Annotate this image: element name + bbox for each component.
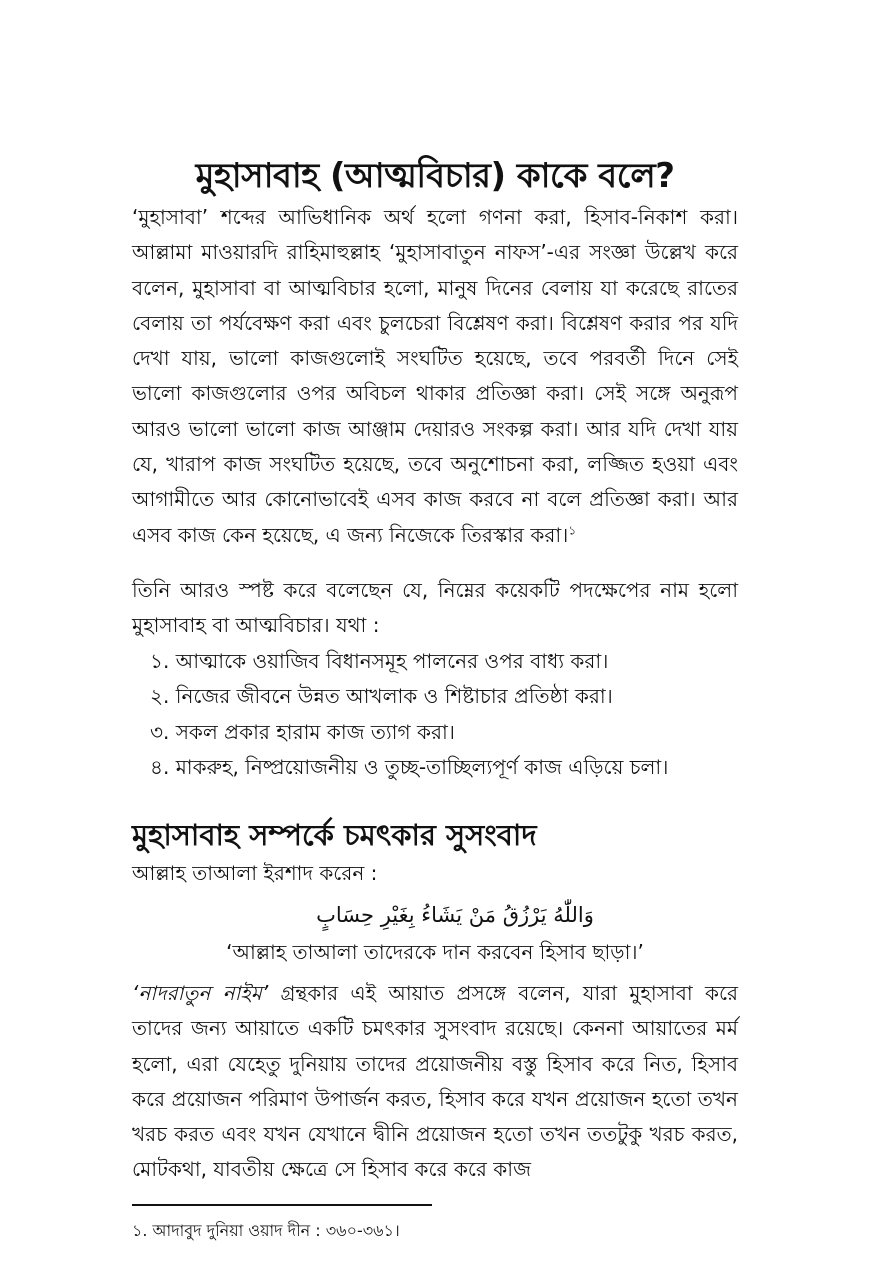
- steps-list: [150, 644, 668, 785]
- verse-translation: ‘আল্লাহ তাআলা তাদেরকে দান করবেন হিসাব ছাড়া।’: [226, 940, 644, 964]
- section-heading: মুহাসাবাহ সম্পর্কে চমৎকার সুসংবাদ: [132, 818, 537, 852]
- arabic-verse: وَاللّٰهُ يَرْزُقُ مَنْ يَشَاءُ بِغَيْرِ حِسَابٍ: [316, 903, 594, 927]
- chapter-heading: মুহাসাবাহ (আত্মবিচার) কাকে বলে?: [195, 156, 675, 196]
- footnote-reference[interactable]: ১: [568, 523, 577, 538]
- verse-intro: আল্লাহ তাআলা ইরশাদ করেন :: [132, 861, 378, 885]
- list-item: ১. আত্মাকে ওয়াজিব বিধানসমূহ পালনের ওপর বাধ্য করা।: [150, 649, 609, 673]
- list-item: ৪. মাকরুহ, নিষ্প্রয়োজনীয় ও তুচ্ছ-তাচ্ছিল্যপূর্ণ কাজ এড়িয়ে চলা।: [150, 754, 669, 779]
- commentary-paragraph: [132, 976, 738, 1188]
- footnote-divider: [132, 1204, 432, 1206]
- definition-paragraph: [132, 200, 738, 553]
- definition-text: শব্দের আভিধানিক অর্থ হলো গণনা করা, হিসাব-নিকাশ করা। আল্লামা মাওয়ারদি রাহিমাহুল্লাহ ‘মুহাসাবাতুন নাফস’-এর সংজ্ঞা উল্লেখ করে বলেন, মুহাসাবা বা আত্মবিচার হলো, মানুষ দিনের বেলায় যা করেছে রাতের বেলায় তা পর্যবেক্ষণ করা এবং চুলচেরা বিশ্লেষণ করা। বিশ্লেষণ করার পর যদি দেখা যায়, ভালো কাজগুলোই সংঘটিত হয়েছে, তবে পরবর্তী দিনে সেই ভালো কাজগুলোর ওপর অবিচল থাকার প্রতিজ্ঞা করা। সেই সঙ্গে অনুরূপ আরও ভালো ভালো কাজ আঞ্জাম দেয়ারও সংকল্প করা। আর যদি দেখা যায় যে, খারাপ কাজ সংঘটিত হয়েছে, তবে অনুশোচনা করা, লজ্জিত হওয়া এবং আগামীতে আর কোনোভাবেই এসব কাজ করবে না বলে প্রতিজ্ঞা করা। আর এসব কাজ কেন হয়েছে, এ জন্য নিজেকে তিরস্কার করা।: [132, 205, 738, 547]
- list-item: ২. নিজের জীবনে উন্নত আখলাক ও শিষ্টাচার প্রতিষ্ঠা করা।: [150, 684, 613, 709]
- term-quote: ‘মুহাসাবা’: [132, 205, 209, 229]
- book-title: ‘নাদরাতুন নাইম’: [132, 981, 269, 1005]
- footnote: ১. আদাবুদ দুনিয়া ওয়াদ দীন : ৩৬০-৩৬১।: [132, 1221, 400, 1240]
- commentary-text: গ্রন্থকার এই আয়াত প্রসঙ্গে বলেন, যারা মুহাসাবা করে তাদের জন্য আয়াতে একটি চমৎকার সুসংবাদ রয়েছে। কেননা আয়াতের মর্ম হলো, এরা যেহেতু দুনিয়ায় তাদের প্রয়োজনীয় বস্তু হিসাব করে নিত, হিসাব করে প্রয়োজন পরিমাণ উপার্জন করত, হিসাব করে যখন প্রয়োজন হতো তখন খরচ করত এবং যখন যেখানে দ্বীনি প্রয়োজন হতো তখন ততটুকু খরচ করত, মোটকথা, যাবতীয় ক্ষেত্রে সে হিসাব করে করে কাজ: [132, 981, 738, 1182]
- steps-intro-paragraph: তিনি আরও স্পষ্ট করে বলেছেন যে, নিম্নের কয়েকটি পদক্ষেপের নাম হলো মুহাসাবাহ বা আত্মবিচার। যথা :: [132, 578, 738, 638]
- list-item: ৩. সকল প্রকার হারাম কাজ ত্যাগ করা।: [150, 719, 455, 744]
